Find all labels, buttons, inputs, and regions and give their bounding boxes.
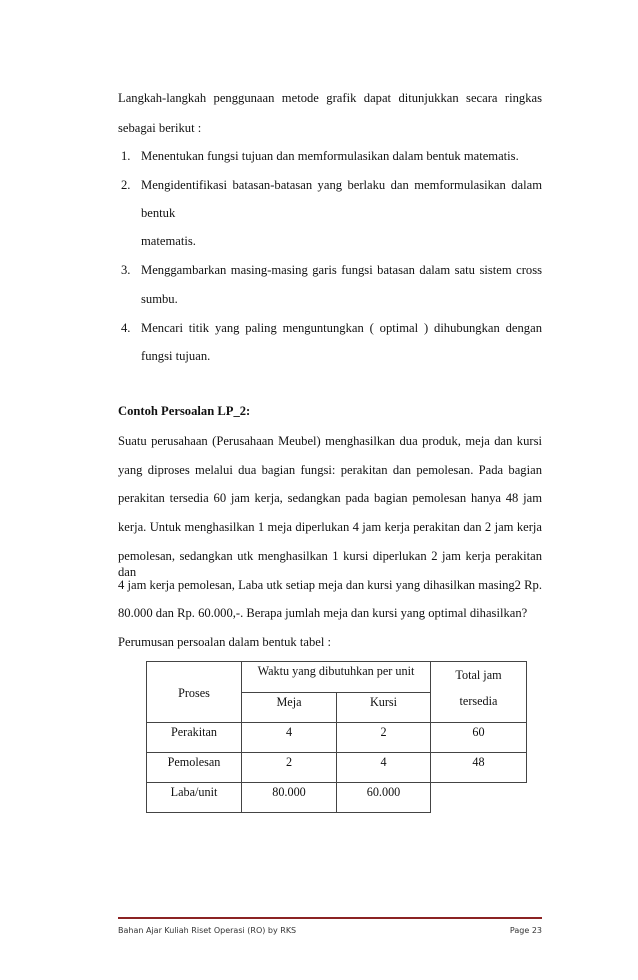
cell-proses: Perakitan: [147, 723, 242, 753]
example-heading: Contoh Persoalan LP_2:: [118, 404, 251, 418]
step-text: Mengidentifikasi batasan-batasan yang berlaku dan memformulasikan dalam: [141, 178, 542, 192]
step-number: 1.: [121, 149, 131, 163]
example-paragraph-line: 4 jam kerja pemolesan, Laba utk setiap meja dan kursi yang dihasilkan masing2 Rp.: [118, 578, 542, 592]
cell-proses: Pemolesan: [147, 753, 242, 783]
cell-kursi: 4: [337, 753, 431, 783]
footer-divider: [118, 917, 542, 919]
example-paragraph-line: yang diproses melalui dua bagian fungsi: perakitan dan pemolesan. Pada bagian: [118, 463, 542, 477]
header-proses: Proses: [147, 662, 242, 723]
table-intro: Perumusan persoalan dalam bentuk tabel :: [118, 635, 331, 649]
subheader-meja: Meja: [242, 693, 337, 723]
cell-proses: Laba/unit: [147, 783, 242, 813]
cell-kursi: 2: [337, 723, 431, 753]
step-text: Menggambarkan masing-masing garis fungsi batasan dalam satu sistem cross: [141, 263, 542, 277]
cell-total: 48: [431, 753, 527, 783]
cell-meja: 2: [242, 753, 337, 783]
step-number: 3.: [121, 263, 131, 277]
example-paragraph-line: pemolesan, sedangkan utk menghasilkan 1 kursi diperlukan 2 jam kerja perakitan dan: [118, 549, 542, 579]
header-total-line-2: tersedia: [459, 694, 498, 708]
example-paragraph-line: 80.000 dan Rp. 60.000,-. Berapa jumlah meja dan kursi yang optimal dihasilkan?: [118, 606, 528, 620]
table-row: [147, 723, 527, 753]
cell-meja: 4: [242, 723, 337, 753]
table-row: [147, 753, 527, 783]
example-paragraph-line: Suatu perusahaan (Perusahaan Meubel) menghasilkan dua produk, meja dan kursi: [118, 434, 542, 448]
step-number: 2.: [121, 178, 131, 192]
page-number: Page 23: [509, 926, 542, 935]
header-waktu: Waktu yang dibutuhkan per unit: [242, 662, 431, 693]
step-text: fungsi tujuan.: [141, 349, 211, 363]
table-row: [147, 783, 527, 813]
step-text: sumbu.: [141, 292, 178, 306]
example-paragraph-line: perakitan tersedia 60 jam kerja, sedangkan pada bagian pemolesan hanya 48 jam: [118, 491, 542, 505]
example-paragraph-line: kerja. Untuk menghasilkan 1 meja diperlukan 4 jam kerja perakitan dan 2 jam kerja: [118, 520, 542, 534]
header-total: [431, 662, 527, 723]
cell-kursi: 60.000: [337, 783, 431, 813]
step-text: matematis.: [141, 234, 196, 248]
step-text: bentuk: [141, 206, 176, 220]
step-number: 4.: [121, 321, 131, 335]
problem-table: [146, 661, 527, 813]
intro-line-2: sebagai berikut :: [118, 121, 202, 135]
cell-total: 60: [431, 723, 527, 753]
step-text: Menentukan fungsi tujuan dan memformulasikan dalam bentuk matematis.: [141, 149, 519, 163]
header-total-line-1: Total jam: [455, 668, 502, 682]
cell-meja: 80.000: [242, 783, 337, 813]
intro-line-1: Langkah-langkah penggunaan metode grafik dapat ditunjukkan secara ringkas: [118, 91, 542, 105]
subheader-kursi: Kursi: [337, 693, 431, 723]
step-text: Mencari titik yang paling menguntungkan ( optimal ) dihubungkan dengan: [141, 321, 542, 335]
footer-title: Bahan Ajar Kuliah Riset Operasi (RO) by RKS: [118, 926, 297, 935]
cell-total-empty: [431, 783, 527, 813]
